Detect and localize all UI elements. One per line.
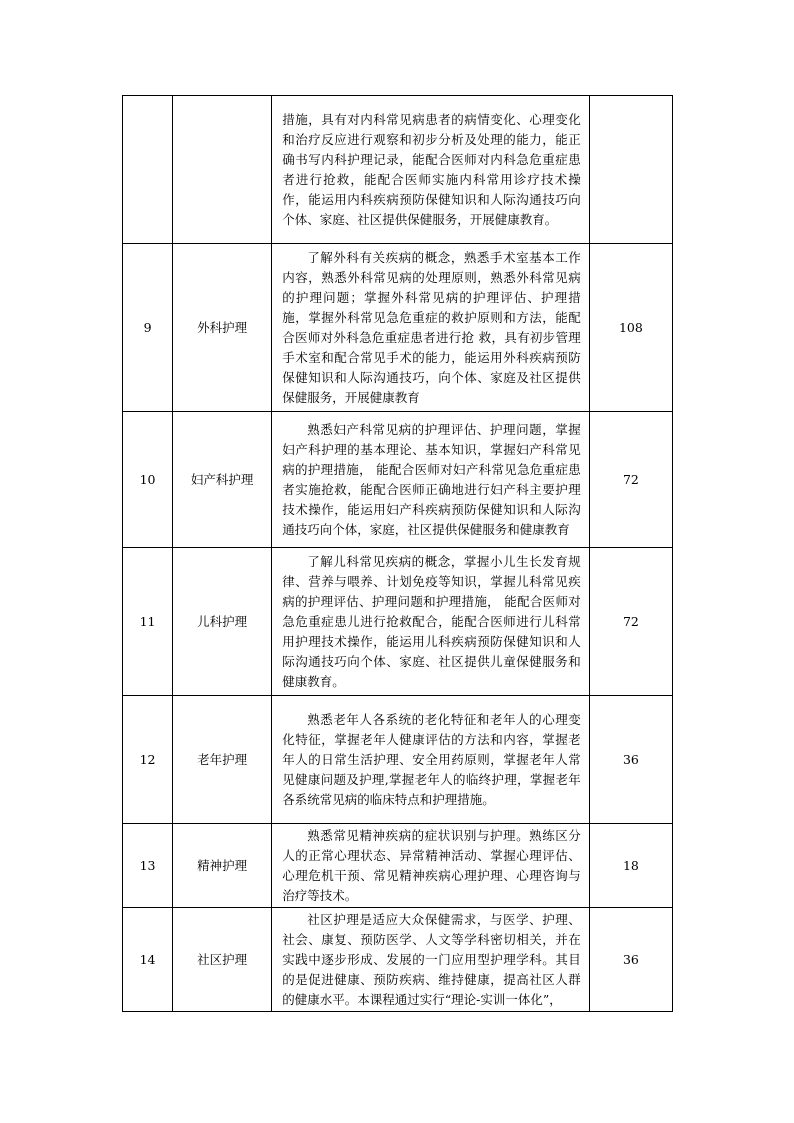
row-number: 12 bbox=[123, 696, 173, 824]
course-description: 了解外科有关疾病的概念，熟悉手术室基本工作内容，熟悉外科常见病的处理原则，熟悉外科常见病的护理问题；掌握外科常见病的护理评估、护理措施，掌握外科常见急危重症的救护原则和方法，能配合医师对外科急危重症患者进行抢 救，具有初步管理手术室和配合常见手术的能力，能运用外科疾病预防保健知识和人际沟通技巧，向个体、家庭及社区提供保健服务，开展健康教育 bbox=[282, 249, 581, 405]
course-description: 熟悉常见精神疾病的症状识别与护理。熟练区分人的正常心理状态、异常精神活动、掌握心理评估、心理危机干预、常见精神疾病心理护理、心理咨询与治疗等技术。 bbox=[282, 827, 581, 903]
row-number: 11 bbox=[123, 548, 173, 696]
course-description: 熟悉老年人各系统的老化特征和老年人的心理变化特征，掌握老年人健康评估的方法和内容，掌握老年人的日常生活护理、安全用药原则，掌握老年人常见健康问题及护理,掌握老年人的临终护理，掌握老年各系统常见病的临床特点和护理措施。 bbox=[282, 711, 581, 807]
row-number: 14 bbox=[123, 908, 173, 1012]
course-description: 措施，具有对内科常见病患者的病情变化、心理变化和治疗反应进行观察和初步分析及处理的能力，能正确书写内科护理记录，能配合医师对内科急危重症患者进行抢救，能配合医师实施内科常用诊疗技术操作，能运用内科疾病预防保健知识和人际沟通技巧向个体、家庭、社区提供保健服务，开展健康教育。 bbox=[282, 111, 581, 227]
course-table bbox=[122, 95, 673, 1012]
course-name: 儿科护理 bbox=[173, 548, 272, 696]
table-row bbox=[123, 824, 673, 908]
course-description: 社区护理是适应大众保健需求，与医学、护理、社会、康复、预防医学、人文等学科密切相关，并在实践中逐步形成、发展的一门应用型护理学科。其目的是促进健康、预防疾病、维持健康，提高社区人群的健康水平。本课程通过实行“理论-实训一体化”， bbox=[282, 911, 581, 1007]
course-hours: 108 bbox=[589, 244, 672, 412]
course-name: 社区护理 bbox=[173, 908, 272, 1012]
course-description: 熟悉妇产科常见病的护理评估、护理问题，掌握妇产科护理的基本理论、基本知识，掌握妇产科常见病的护理措施， 能配合医师对妇产科常见急危重症患者实施抢救，能配合医师正确地进行妇产科主要护理技术操作，能运用妇产科疾病预防保健知识和人际沟通技巧向个体，家庭，社区提供保健服务和健康教育 bbox=[282, 421, 581, 537]
course-hours: 18 bbox=[589, 824, 672, 908]
course-name bbox=[173, 96, 272, 244]
table-row bbox=[123, 696, 673, 824]
course-name: 妇产科护理 bbox=[173, 412, 272, 548]
table-row bbox=[123, 908, 673, 1012]
course-name: 老年护理 bbox=[173, 696, 272, 824]
course-name: 精神护理 bbox=[173, 824, 272, 908]
row-number: 9 bbox=[123, 244, 173, 412]
row-number: 13 bbox=[123, 824, 173, 908]
table-row bbox=[123, 96, 673, 244]
course-hours bbox=[589, 96, 672, 244]
table-row bbox=[123, 244, 673, 412]
table-row bbox=[123, 412, 673, 548]
course-description: 了解儿科常见疾病的概念，掌握小儿生长发育规律、营养与喂养、计划免疫等知识，掌握儿科常见疾病的护理评估、护理问题和护理措施， 能配合医师对急危重症患儿进行抢救配合，能配合医师进行儿科常用护理技术操作，能运用儿科疾病预防保健知识和人际沟通技巧向个体、家庭、社区提供儿童保健服务和健康教育。 bbox=[282, 553, 581, 689]
course-hours: 72 bbox=[589, 412, 672, 548]
course-hours: 36 bbox=[589, 696, 672, 824]
course-name: 外科护理 bbox=[173, 244, 272, 412]
course-hours: 36 bbox=[589, 908, 672, 1012]
course-hours: 72 bbox=[589, 548, 672, 696]
row-number: 10 bbox=[123, 412, 173, 548]
row-number bbox=[123, 96, 173, 244]
table-row bbox=[123, 548, 673, 696]
